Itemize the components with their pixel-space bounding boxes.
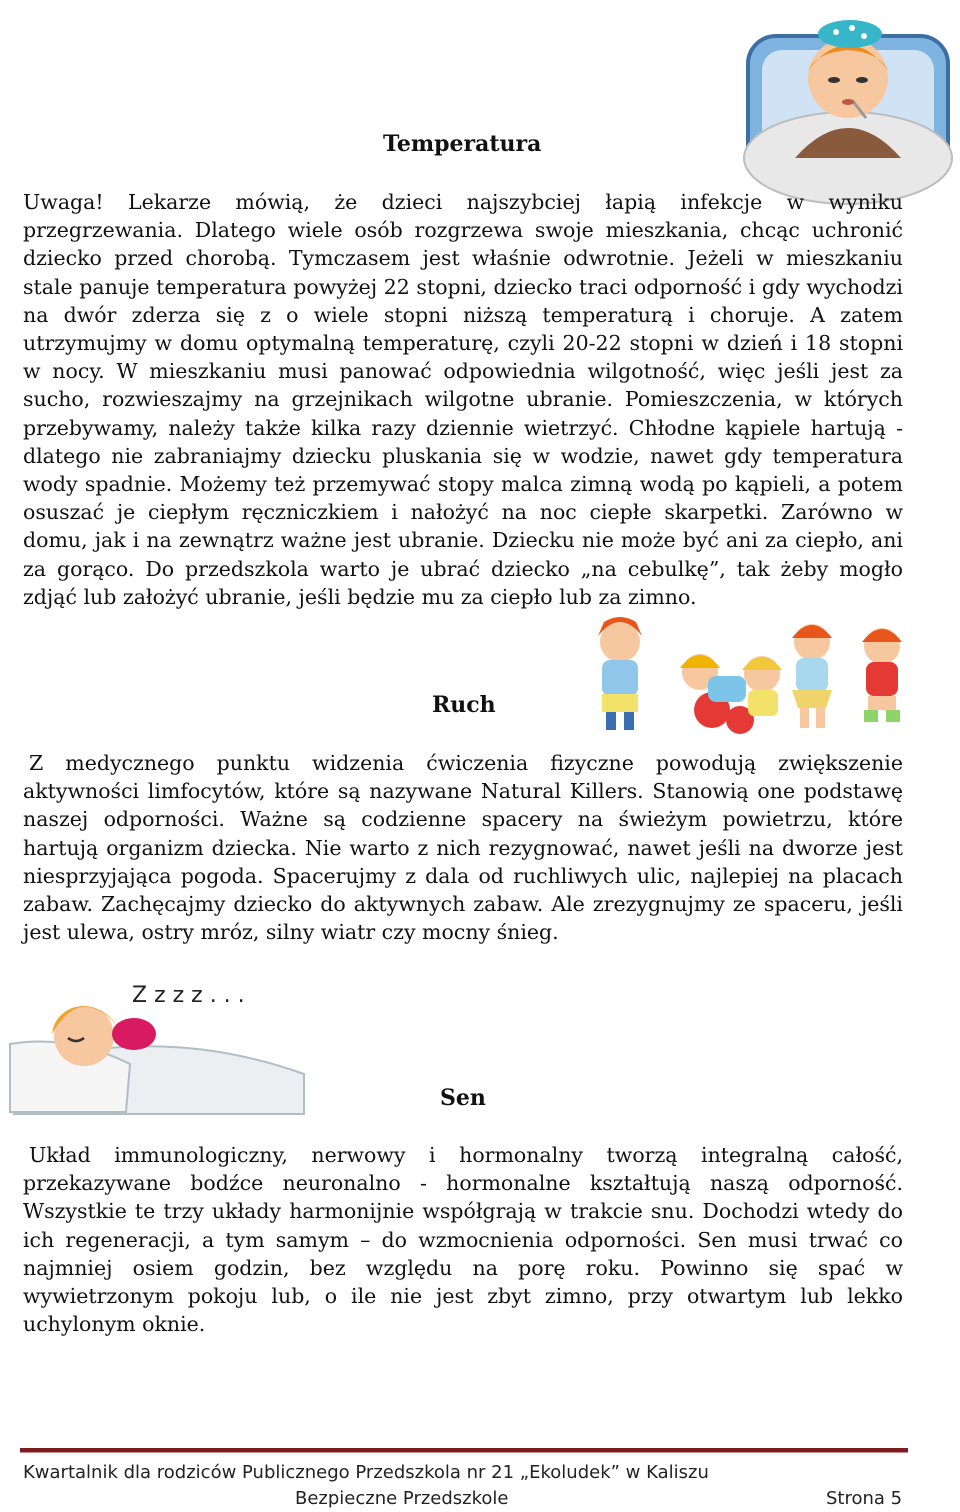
sleeping-child-illustration	[4, 974, 320, 1124]
playing-children-illustration	[580, 612, 920, 734]
section-heading-temperatura: Temperatura	[383, 131, 542, 157]
footer-publication-title: Kwartalnik dla rodziców Publicznego Przedszkola nr 21 „Ekoludek” w Kaliszu	[23, 1462, 709, 1483]
section-text-temperatura: Uwaga! Lekarze mówią, że dzieci najszybciej łapią infekcje w wyniku przegrzewania. Dlatego wiele osób rozgrzewa swoje mieszkania, chcąc uchronić dziecko przed chorobą. Tymczasem jest właśnie odwrotnie. Jeżeli w mieszkaniu stale panuje temperatura powyżej 22 stopni, dziecko traci odporność i gdy wychodzi na dwór zderza się z o wiele stopni niższą temperaturą i choruje. A zatem utrzymujmy w domu optymalną temperaturę, czyli 20-22 stopni w dzień i 18 stopni w nocy. W mieszkaniu musi panować odpowiednia wilgotność, więc jeśli jest za sucho, rozwieszajmy na grzejnikach wilgotne ubranie. Pomieszczenia, w których przebywamy, należy także kilka razy dziennie wietrzyć. Chłodne kąpiele hartują - dlatego nie zabraniajmy dziecku pluskania się w wodzie, nawet gdy temperatura wody spadnie. Możemy też przemywać stopy malca zimną wodą po kąpieli, a potem osuszać je ciepłym ręczniczkiem i nałożyć na noc ciepłe skarpetki. Zarówno w domu, jak i na zewnątrz ważne jest ubranie. Dziecku nie może być ani za ciepło, ani za gorąco. Do przedszkola warto je ubrać dziecko „na cebulkę”, tak żeby mogło zdjąć lub założyć ubranie, jeśli będzie mu za ciepło lub za zimno.	[23, 190, 903, 609]
section-text-ruch: Z medycznego punktu widzenia ćwiczenia fizyczne powodują zwiększenie aktywności limfocytów, które są nazywane Natural Killers. Stanowią one podstawę naszej odporności. Ważne są codzienne spacery na świeżym powietrzu, które hartują organizm dziecka. Nie warto z nich rezygnować, nawet jeśli na dworze jest niesprzyjająca pogoda. Spacerujmy z dala od ruchliwych ulic, najlepiej na placach zabaw. Zachęcajmy dziecko do aktywnych zabaw. Ale zrezygnujmy ze spaceru, jeśli jest ulewa, ostry mróz, silny wiatr czy mocny śnieg.	[23, 751, 903, 945]
section-heading-ruch: Ruch	[432, 692, 496, 718]
footer-page-number: Strona 5	[826, 1488, 903, 1509]
section-text-sen: Układ immunologiczny, nerwowy i hormonalny tworzą integralną całość, przekazywane bodźce neuronalno - hormonalne kształtują naszą odporność. Wszystkie te trzy układy harmonijnie współgrają w trakcie snu. Dochodzi wtedy do ich regeneracji, a tym samym – do wzmocnienia odporności. Sen musi trwać co najmniej osiem godzin, bez względu na porę roku. Powinno się spać w wywietrzonym pokoju lub, o ile nie jest zbyt zimno, przy otwartym lub lekko uchylonym oknie.	[23, 1143, 903, 1337]
footer-series-name: Bezpieczne Przedszkole	[295, 1488, 509, 1509]
sleep-sound-text: Z z z z . . .	[132, 983, 245, 1008]
sick-child-illustration	[740, 8, 956, 208]
footer-rule	[20, 1448, 908, 1453]
section-heading-sen: Sen	[440, 1085, 486, 1111]
